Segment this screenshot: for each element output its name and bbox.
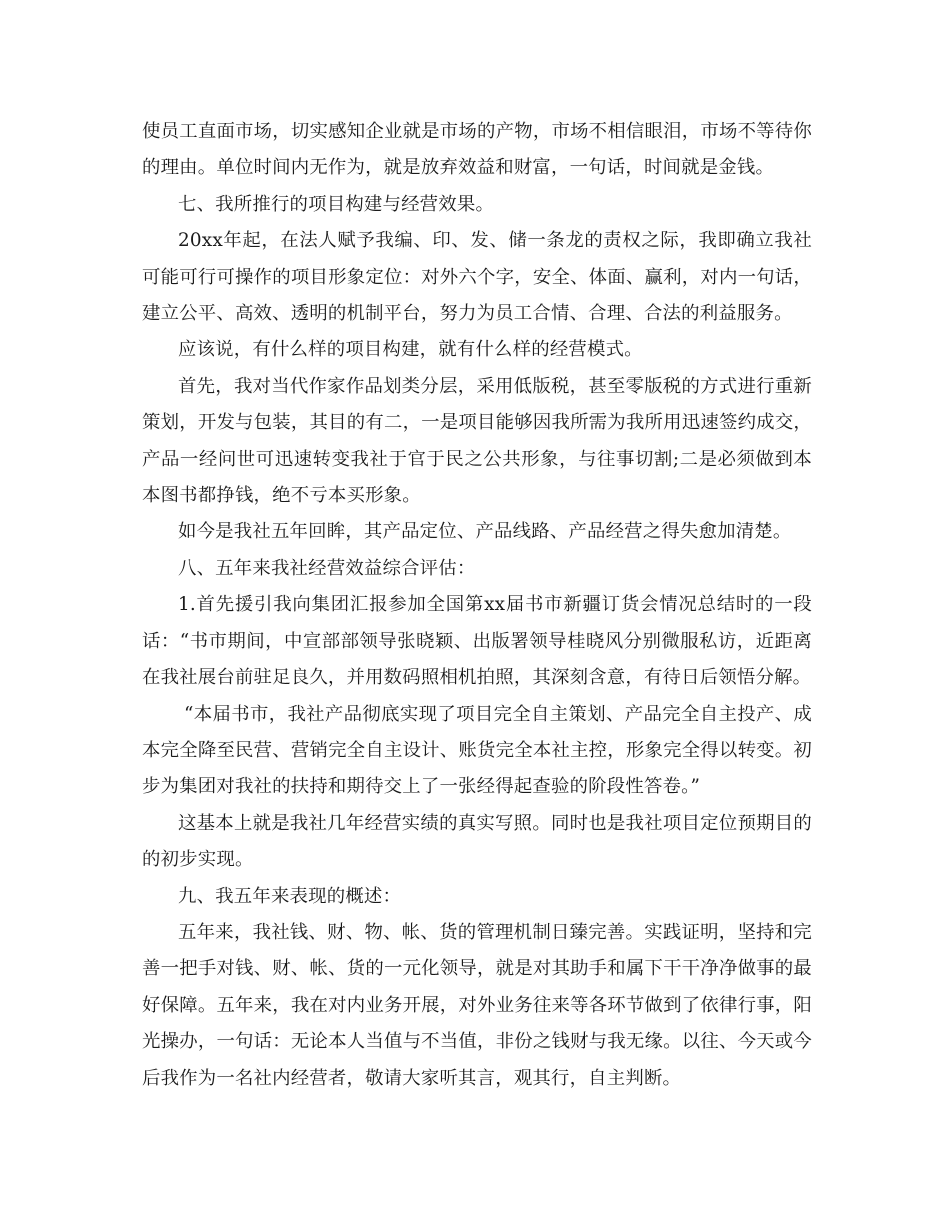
paragraph: 1.首先援引我向集团汇报参加全国第xx届书市新疆订货会情况总结时的一段话：“书市期间，中宣部部领导张晓颖、出版署领导桂晓风分别微服私访，近距离在我社展台前驻足良久，并用数码照相机拍照，其深刻含意，有待日后领悟分解。 [142, 594, 812, 689]
paragraph: 20xx年起，在法人赋予我编、印、发、储一条龙的责权之际，我即确立我社可能可行可操作的项目形象定位：对外六个字，安全、体面、赢利，对内一句话，建立公平、高效、透明的机制平台，努力为员工合情、合理、合法的利益服务。 [142, 230, 812, 325]
paragraph: 这基本上就是我社几年经营实绩的真实写照。同时也是我社项目定位预期目的的初步实现。 [142, 812, 812, 871]
heading-section-seven: 七、我所推行的项目构建与经营效果。 [178, 193, 495, 215]
heading-section-nine: 九、我五年来表现的概述： [178, 885, 402, 907]
paragraph: 应该说，有什么样的项目构建，就有什么样的经营模式。 [178, 339, 643, 361]
paragraph: 如今是我社五年回眸，其产品定位、产品线路、产品经营之得失愈加清楚。 [178, 521, 792, 543]
paragraph: 五年来，我社钱、财、物、帐、货的管理机制日臻完善。实践证明，坚持和完善一把手对钱、财、帐、货的一元化领导，就是对其助手和属下干干净净做事的最好保障。五年来，我在对内业务开展，对外业务往来等各环节做到了依律行事，阳光操办，一句话：无论本人当值与不当值，非份之钱财与我无缘。以往、今天或今后我作为一名社内经营者，敬请大家听其言，观其行，自主判断。 [142, 921, 812, 1089]
quote-paragraph: “本届书市，我社产品彻底实现了项目完全自主策划、产品完全自主投产、成本完全降至民营、营销完全自主设计、账货完全本社主控，形象完全得以转变。初步为集团对我社的扶持和期待交上了一张经得起查验的阶段性答卷。” [142, 703, 812, 798]
paragraph: 首先，我对当代作家作品划类分层，采用低版税，甚至零版税的方式进行重新策划，开发与包装，其目的有二，一是项目能够因我所需为我所用迅速签约成交，产品一经问世可迅速转变我社于官于民之公共形象，与往事切割;二是必须做到本本图书都挣钱，绝不亏本买形象。 [142, 375, 812, 507]
paragraph-continuation: 使员工直面市场，切实感知企业就是市场的产物，市场不相信眼泪，市场不等待你的理由。单位时间内无作为，就是放弃效益和财富，一句话，时间就是金钱。 [142, 121, 812, 179]
document-body [142, 114, 812, 1097]
heading-section-eight: 八、五年来我社经营效益综合评估： [178, 557, 476, 579]
